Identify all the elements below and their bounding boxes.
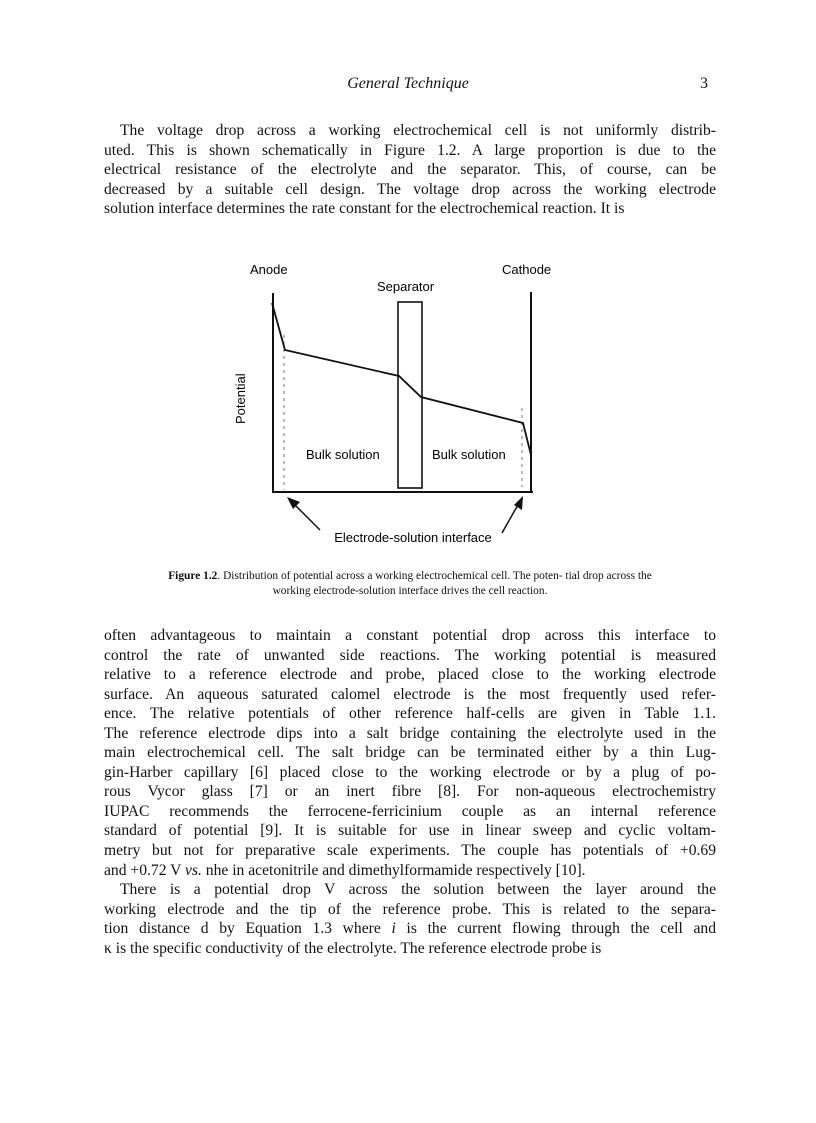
text-line: electrical resistance of the electrolyte and the separator. This, of course, can be (104, 161, 716, 179)
running-header-title: General Technique (347, 75, 469, 92)
text-line: control the rate of unwanted side reactions. The working potential is measured (104, 646, 716, 664)
arrow-right-shaft (502, 503, 519, 533)
text-line: κ is the specific conductivity of the electrolyte. The reference electrode probe is (104, 939, 602, 957)
text-line: The reference electrode dips into a salt bridge containing the electrolyte used in the (104, 724, 716, 742)
text-line: rous Vycor glass [7] or an inert fibre [8]. For non-aqueous electrochemistry (104, 783, 716, 801)
text-line: uted. This is shown schematically in Figure 1.2. A large proportion is due to the (104, 141, 716, 159)
text-line: gin-Harber capillary [6] placed close to the working electrode or by a plug of po- (104, 763, 716, 781)
text-line: and +0.72 V vs. nhe in acetonitrile and dimethylformamide respectively [10]. (104, 861, 586, 879)
arrow-left-shaft (292, 502, 320, 530)
text-line: standard of potential [9]. It is suitable for use in linear sweep and cyclic voltam- (104, 822, 716, 840)
arrow-right-head (514, 496, 523, 510)
text-line: metry but not for preparative scale experiments. The couple has potentials of +0.69 (104, 842, 716, 860)
text-line: surface. An aqueous saturated calomel electrode is the most frequently used refer- (104, 685, 716, 703)
label-potential-axis: Potential (233, 373, 248, 424)
text-line: decreased by a suitable cell design. The voltage drop across the working electrode (104, 180, 716, 198)
potential-curve (272, 303, 531, 455)
caption-label: Figure 1.2 (168, 570, 218, 582)
paragraph-2 (104, 626, 716, 880)
page-number: 3 (700, 75, 708, 92)
text-line: tion distance d by Equation 1.3 where i is the current flowing through the cell and (104, 920, 716, 938)
text-line: There is a potential drop V across the solution between the layer around the (120, 881, 716, 898)
text-line: often advantageous to maintain a constant potential drop across this interface to (104, 627, 716, 644)
text-line: IUPAC recommends the ferrocene-ferricinium couple as an internal reference (104, 802, 716, 820)
label-cathode: Cathode (502, 262, 552, 277)
text-line: ence. The relative potentials of other reference half-cells are given in Table 1.1. (104, 705, 716, 723)
text-line: solution interface determines the rate constant for the electrochemical reaction. It is (104, 200, 625, 218)
figure-caption (150, 569, 670, 599)
text-line: relative to a reference electrode and probe, placed close to the working electrode (104, 666, 716, 684)
figure-potential-distribution (0, 0, 816, 560)
label-interface: Electrode-solution interface (334, 530, 492, 545)
label-anode: Anode (250, 262, 288, 277)
label-bulk-left: Bulk solution (306, 447, 380, 462)
label-bulk-right: Bulk solution (432, 447, 506, 462)
text-line: main electrochemical cell. The salt bridge can be terminated either by a thin Lug- (104, 744, 716, 762)
paragraph-3 (104, 880, 716, 958)
text-line: working electrode and the tip of the reference probe. This is related to the separa- (104, 900, 716, 918)
label-separator: Separator (377, 279, 435, 294)
text-line: The voltage drop across a working electrochemical cell is not uniformly distrib- (120, 122, 716, 139)
caption-text: . Distribution of potential across a working electrochemical cell. The poten- tial drop across the working electrode-solution interface drives the cell reaction. (217, 570, 652, 597)
